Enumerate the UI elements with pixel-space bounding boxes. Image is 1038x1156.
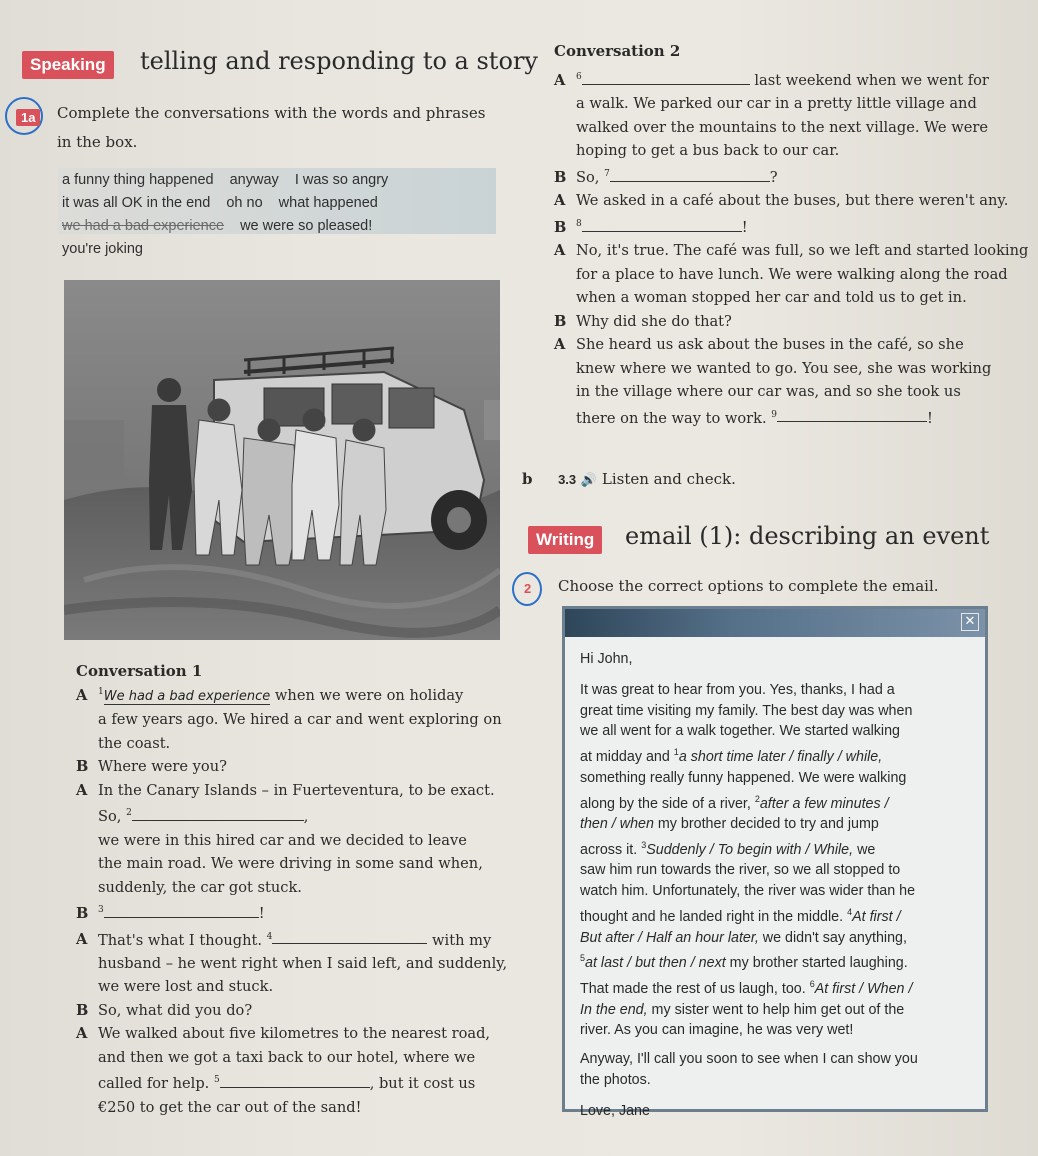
conv2-text: She heard us ask about the buses in the café, so she xyxy=(576,336,964,354)
speaker-label: B xyxy=(554,218,567,236)
conv1-line: suddenly, the car got stuck. xyxy=(98,878,302,896)
conv1-text: ! xyxy=(258,905,265,923)
audio-track-number: 3.3 xyxy=(558,472,577,487)
phrase-item: you're joking xyxy=(62,241,143,257)
gap-number: 8 xyxy=(576,218,582,229)
speaking-title: telling and responding to a story xyxy=(140,47,538,75)
email-text: at midday and xyxy=(580,748,674,765)
conv2-line: for a place to have lunch. We were walking along the road xyxy=(576,265,1008,283)
answer-gap-7[interactable] xyxy=(610,167,770,182)
email-line: we all went for a walk together. We started walking xyxy=(580,723,900,740)
conv1-line: and then we got a taxi back to our hotel, where we xyxy=(98,1048,476,1066)
phrase-item: anyway xyxy=(229,172,279,188)
conv2-text: ? xyxy=(769,168,778,186)
word-box-row-2 xyxy=(62,195,390,211)
conv1-line xyxy=(76,1022,507,1046)
writing-tag: Writing xyxy=(528,526,602,554)
option-choice-2[interactable]: after a few minutes / xyxy=(759,795,889,812)
conv2-line xyxy=(554,163,1028,189)
gap-number: 9 xyxy=(771,409,777,420)
speaker-label: A xyxy=(76,686,88,704)
answer-gap-5[interactable] xyxy=(220,1073,370,1088)
conv1-text: called for help. xyxy=(98,1075,214,1093)
option-choice-6[interactable]: At first / When / xyxy=(814,980,913,997)
email-line xyxy=(580,974,980,1000)
option-choice-2-cont[interactable]: then / when xyxy=(580,816,654,833)
conv2-text: ! xyxy=(927,409,933,427)
email-line xyxy=(580,835,980,861)
email-greeting: Hi John, xyxy=(580,651,633,667)
writing-title: email (1): describing an event xyxy=(625,522,990,550)
speaker-label: A xyxy=(76,1025,88,1043)
conv2-text: No, it's true. The café was full, so we left and started looking xyxy=(576,242,1029,260)
speaker-label: B xyxy=(554,312,567,330)
conv1-line: a few years ago. We hired a car and went exploring on xyxy=(98,711,502,729)
gap-number: 4 xyxy=(266,931,273,942)
conv1-text: So, xyxy=(98,808,127,826)
speaker-label: A xyxy=(554,336,566,354)
conv1-text: That's what I thought. xyxy=(98,931,267,949)
close-icon[interactable]: ✕ xyxy=(961,613,979,631)
email-text: my sister went to help him get out of the xyxy=(647,1001,905,1018)
phrase-item: it was all OK in the end xyxy=(62,195,211,211)
listen-text: Listen and check. xyxy=(601,470,736,488)
speaker-label: A xyxy=(554,71,566,89)
email-line: the photos. xyxy=(580,1071,651,1088)
speaker-label: B xyxy=(76,905,89,923)
speaker-label: A xyxy=(554,192,566,210)
conv2-line xyxy=(554,333,1028,357)
phrase-item: a funny thing happened xyxy=(62,172,214,188)
email-text: my brother started laughing. xyxy=(725,955,908,972)
conv2-line xyxy=(554,404,1028,430)
exercise-number-2: 2 xyxy=(524,581,532,596)
option-choice-3[interactable]: Suddenly / To begin with / While, xyxy=(646,841,854,858)
conv1-line xyxy=(76,999,507,1023)
conv1-line: we were lost and stuck. xyxy=(98,978,274,996)
speaking-tag: Speaking xyxy=(22,51,114,79)
option-choice-6-cont[interactable]: In the end, xyxy=(580,1001,648,1018)
conv2-text: last weekend when we went for xyxy=(749,71,989,89)
conv1-line xyxy=(76,802,507,828)
email-text: thought and he landed right in the middle. xyxy=(580,908,848,925)
phrase-item-used: we had a bad experience xyxy=(62,218,225,234)
instruction-1a-line2: in the box. xyxy=(57,133,138,151)
conv1-line xyxy=(76,899,507,925)
option-choice-1[interactable]: a short time later / finally / while, xyxy=(678,748,883,765)
gap-number: 7 xyxy=(604,168,610,179)
email-line: watch him. Unfortunately, the river was wider than he xyxy=(580,883,916,900)
gap-number: 1 xyxy=(98,687,104,697)
conversation-2 xyxy=(554,66,1028,430)
email-signoff: Love, Jane xyxy=(580,1102,650,1119)
conversation-1-heading: Conversation 1 xyxy=(76,662,203,680)
speaker-label: B xyxy=(76,758,89,776)
email-line: Anyway, I'll call you soon to see when I can show you xyxy=(580,1051,918,1068)
conv2-text: So, xyxy=(576,168,605,186)
car-photo-illustration xyxy=(64,280,500,640)
speaker-label: A xyxy=(554,242,566,260)
conv2-text: Why did she do that? xyxy=(576,312,732,330)
photo-people-pushing-car xyxy=(64,280,500,640)
conv2-line: when a woman stopped her car and told us to get in. xyxy=(576,289,967,307)
email-window xyxy=(562,606,988,1119)
conv1-text: with my xyxy=(427,931,492,949)
answer-gap-8[interactable] xyxy=(582,217,742,232)
email-line xyxy=(580,948,980,974)
word-box-row-3 xyxy=(62,218,384,234)
conv1-text: , xyxy=(303,808,309,826)
conv2-text: We asked in a café about the buses, but there weren't any. xyxy=(576,192,1009,210)
conv2-line: a walk. We parked our car in a pretty little village and xyxy=(576,95,977,113)
conv2-text: ! xyxy=(741,218,748,236)
conv1-line: husband – he went right when I said left, and suddenly, xyxy=(98,954,508,972)
gap-number: 6 xyxy=(809,978,815,989)
conv2-line xyxy=(554,239,1028,263)
answer-gap-4[interactable] xyxy=(272,929,427,944)
option-choice-4[interactable]: At first / xyxy=(852,908,901,925)
conv2-line xyxy=(554,213,1028,239)
email-text: along by the side of a river, xyxy=(580,795,755,812)
email-line: river. As you can imagine, he was very wet! xyxy=(580,1022,854,1039)
conv1-line xyxy=(76,681,507,708)
conv2-line xyxy=(554,189,1028,213)
listen-check-line xyxy=(522,470,736,488)
email-text: across it. xyxy=(580,841,642,858)
email-line: great time visiting my family. The best day was when xyxy=(580,702,913,719)
conv1-text: Where were you? xyxy=(98,758,227,776)
word-box-row-1 xyxy=(62,172,400,188)
handwritten-answer-1: We had a bad experience xyxy=(103,688,271,704)
option-choice-4-cont[interactable]: But after / Half an hour later, xyxy=(580,929,759,946)
conv1-line: the main road. We were driving in some sand when, xyxy=(98,855,483,873)
conv1-text: In the Canary Islands – in Fuerteventura, to be exact. xyxy=(98,781,495,799)
conv2-line: knew where we wanted to go. You see, she was working xyxy=(576,359,992,377)
option-choice-5[interactable]: at last / but then / next xyxy=(585,955,726,972)
conversation-2-heading: Conversation 2 xyxy=(554,42,681,60)
email-line xyxy=(580,928,980,949)
phrase-item: what happened xyxy=(278,195,378,211)
conv1-text: So, what did you do? xyxy=(98,1001,253,1019)
gap-number: 5 xyxy=(213,1075,220,1086)
speaker-label: B xyxy=(554,168,567,186)
conv1-text: , but it cost us xyxy=(369,1075,476,1093)
gap-number: 1 xyxy=(673,747,679,758)
email-title-bar xyxy=(565,609,985,637)
conv1-line xyxy=(76,926,507,952)
gap-number: 2 xyxy=(126,808,132,819)
audio-icon[interactable]: 🔊 xyxy=(580,473,598,488)
phrase-item: we were so pleased! xyxy=(240,218,373,234)
answer-gap-9[interactable] xyxy=(777,407,927,422)
email-text: we xyxy=(853,841,876,858)
email-text: we didn't say anything, xyxy=(758,929,907,946)
conv2-text: there on the way to work. xyxy=(576,409,772,427)
phrase-item: oh no xyxy=(226,195,263,211)
email-line xyxy=(580,902,980,928)
answer-gap-6[interactable] xyxy=(582,70,750,85)
conv1-line xyxy=(76,1069,507,1095)
conv2-line xyxy=(554,66,1028,92)
email-line xyxy=(580,814,980,835)
conv2-line: walked over the mountains to the next village. We were xyxy=(576,118,988,136)
conv1-line: we were in this hired car and we decided to leave xyxy=(98,831,467,849)
answer-gap-3[interactable] xyxy=(104,903,259,918)
email-line: saw him run towards the river, so we all stopped to xyxy=(580,862,901,879)
gap-number: 2 xyxy=(754,793,760,804)
email-text: my brother decided to try and jump xyxy=(653,816,879,833)
gap-number: 3 xyxy=(641,839,647,850)
gap-number: 6 xyxy=(576,72,582,82)
email-line xyxy=(580,789,980,815)
email-body xyxy=(580,649,980,1122)
conversation-1 xyxy=(76,681,507,1119)
conv2-line xyxy=(554,310,1028,334)
answer-gap-2[interactable] xyxy=(132,806,304,821)
exercise-number-1a: 1a xyxy=(16,109,40,126)
gap-number: 5 xyxy=(580,953,586,964)
email-line: It was great to hear from you. Yes, thanks, I had a xyxy=(580,681,895,698)
exercise-letter-b: b xyxy=(522,470,533,488)
speaker-label: A xyxy=(76,781,88,799)
conv2-line: in the village where our car was, and so she took us xyxy=(576,383,961,401)
word-box xyxy=(58,168,496,264)
speaker-label: A xyxy=(76,931,88,949)
instruction-1a-line1: Complete the conversations with the words and phrases xyxy=(57,104,486,122)
gap-number: 4 xyxy=(847,907,853,918)
conv1-text: when we were on holiday xyxy=(270,686,464,704)
word-box-row-4 xyxy=(62,241,155,257)
email-line xyxy=(580,742,980,768)
email-text: That made the rest of us laugh, too. xyxy=(580,980,810,997)
email-line: something really funny happened. We were walking xyxy=(580,769,907,786)
conv1-line: the coast. xyxy=(98,734,171,752)
writing-instruction: Choose the correct options to complete the email. xyxy=(558,577,939,595)
conv2-line: hoping to get a bus back to our car. xyxy=(576,142,840,160)
conv1-line: €250 to get the car out of the sand! xyxy=(98,1098,362,1116)
email-line xyxy=(580,1000,980,1021)
conv1-text: We walked about five kilometres to the nearest road, xyxy=(98,1025,491,1043)
conv1-line xyxy=(76,779,507,803)
conv1-line xyxy=(76,755,507,779)
speaker-label: B xyxy=(76,1001,89,1019)
gap-number: 3 xyxy=(98,905,104,916)
phrase-item: I was so angry xyxy=(294,172,389,188)
